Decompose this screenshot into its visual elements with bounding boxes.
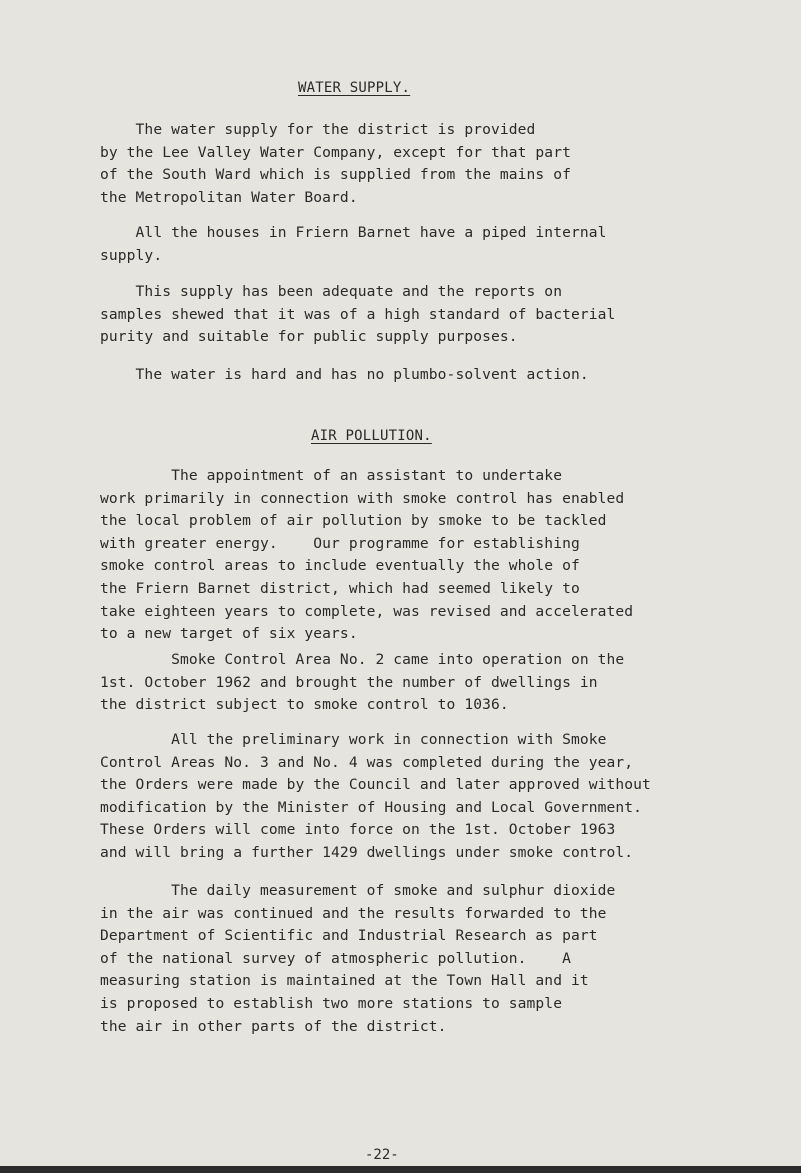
air-pollution-paragraph-1: The appointment of an assistant to undertake work primarily in connection with smoke control has enabled the local problem of air pollution by smoke to be tackled with greater energy. Our programme for establishing smoke control areas to include eventually the whole of the Friern Barnet district, which had seemed likely to take eighteen years to complete, was revised and accelerated to a new target of six years.	[100, 467, 634, 643]
water-supply-paragraph-2: All the houses in Friern Barnet have a piped internal supply.	[100, 224, 607, 264]
water-supply-paragraph-4: The water is hard and has no plumbo-solvent action.	[100, 366, 589, 383]
water-supply-paragraph-1: The water supply for the district is provided by the Lee Valley Water Company, except for that part of the South Ward which is supplied from the mains of the Metropolitan Water Board.	[100, 121, 571, 206]
air-pollution-paragraph-2: Smoke Control Area No. 2 came into operation on the 1st. October 1962 and brought the number of dwellings in the district subject to smoke control to 1036.	[100, 651, 625, 714]
air-pollution-paragraph-4: The daily measurement of smoke and sulphur dioxide in the air was continued and the results forwarded to the Department of Scientific and Industrial Research as part of the national survey of atmospheric pollution. A measuring station is maintained at the Town Hall and it is proposed to establish two more stations to sample the air in other parts of the district.	[100, 882, 616, 1035]
water-supply-heading: WATER SUPPLY.	[298, 80, 411, 96]
water-supply-paragraph-3: This supply has been adequate and the reports on samples shewed that it was of a high standard of bacterial purity and suitable for public supply purposes.	[100, 283, 616, 346]
air-pollution-paragraph-3: All the preliminary work in connection with Smoke Control Areas No. 3 and No. 4 was completed during the year, the Orders were made by the Council and later approved without modification by the Minister of Housing and Local Government. These Orders will come into force on the 1st. October 1963 and will bring a further 1429 dwellings under smoke control.	[100, 731, 651, 861]
page-number: -22-	[365, 1147, 399, 1163]
page-edge-divider	[0, 1166, 801, 1173]
air-pollution-heading: AIR POLLUTION.	[311, 428, 432, 444]
